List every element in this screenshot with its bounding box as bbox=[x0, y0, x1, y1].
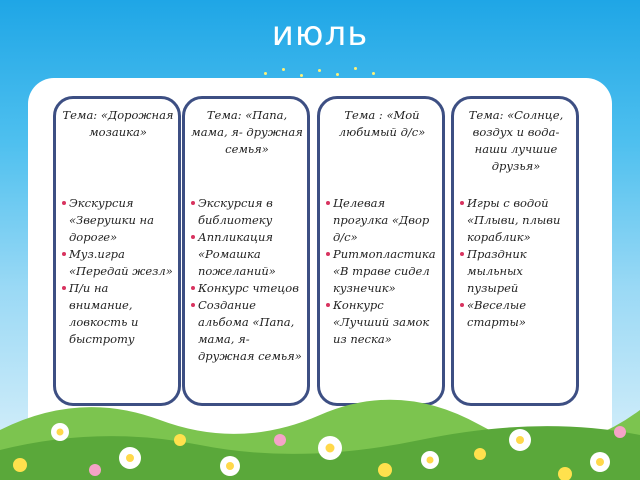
activity-item: «Веселые старты» bbox=[460, 297, 572, 331]
activity-item: Муз.игра «Передай жезл» bbox=[62, 246, 174, 280]
flower-meadow-decoration bbox=[0, 370, 640, 480]
theme-card-family bbox=[182, 96, 310, 406]
sparkles-decoration bbox=[260, 66, 390, 78]
slide-title: июль bbox=[271, 14, 369, 54]
activity-item: Конкурс чтецов bbox=[191, 280, 303, 297]
activity-item: Ритмопластика «В траве сидел кузнечик» bbox=[326, 246, 438, 297]
activity-item: Аппликация «Ромашка пожеланий» bbox=[191, 229, 303, 280]
activity-item: Игры с водой «Плыви, плыви кораблик» bbox=[460, 195, 572, 246]
card-theme: Тема: «Дорожная мозаика» bbox=[62, 108, 174, 139]
activity-item: Экскурсия в библиотеку bbox=[191, 195, 303, 229]
activity-item: П/и на внимание, ловкость и быстроту bbox=[62, 280, 174, 348]
card-theme: Тема: «Папа, мама, я- дружная семья» bbox=[191, 108, 303, 156]
activity-item: Целевая прогулка «Двор д/с» bbox=[326, 195, 438, 246]
activity-list bbox=[191, 195, 303, 365]
card-theme: Тема: «Солнце, воздух и вода-наши лучшие друзья» bbox=[468, 108, 564, 173]
activity-list bbox=[62, 195, 174, 348]
activity-list bbox=[460, 195, 572, 331]
activity-list bbox=[326, 195, 438, 348]
activity-item: Экскурсия «Зверушки на дороге» bbox=[62, 195, 174, 246]
theme-card-kindergarten bbox=[317, 96, 445, 406]
theme-card-road-mosaic bbox=[53, 96, 181, 406]
theme-card-sun-air-water bbox=[451, 96, 579, 406]
activity-item: Праздник мыльных пузырей bbox=[460, 246, 572, 297]
activity-item: Создание альбома «Папа, мама, я- дружная семья» bbox=[191, 297, 303, 365]
activity-item: Конкурс «Лучший замок из песка» bbox=[326, 297, 438, 348]
card-theme: Тема : «Мой любимый д/с» bbox=[338, 108, 426, 139]
